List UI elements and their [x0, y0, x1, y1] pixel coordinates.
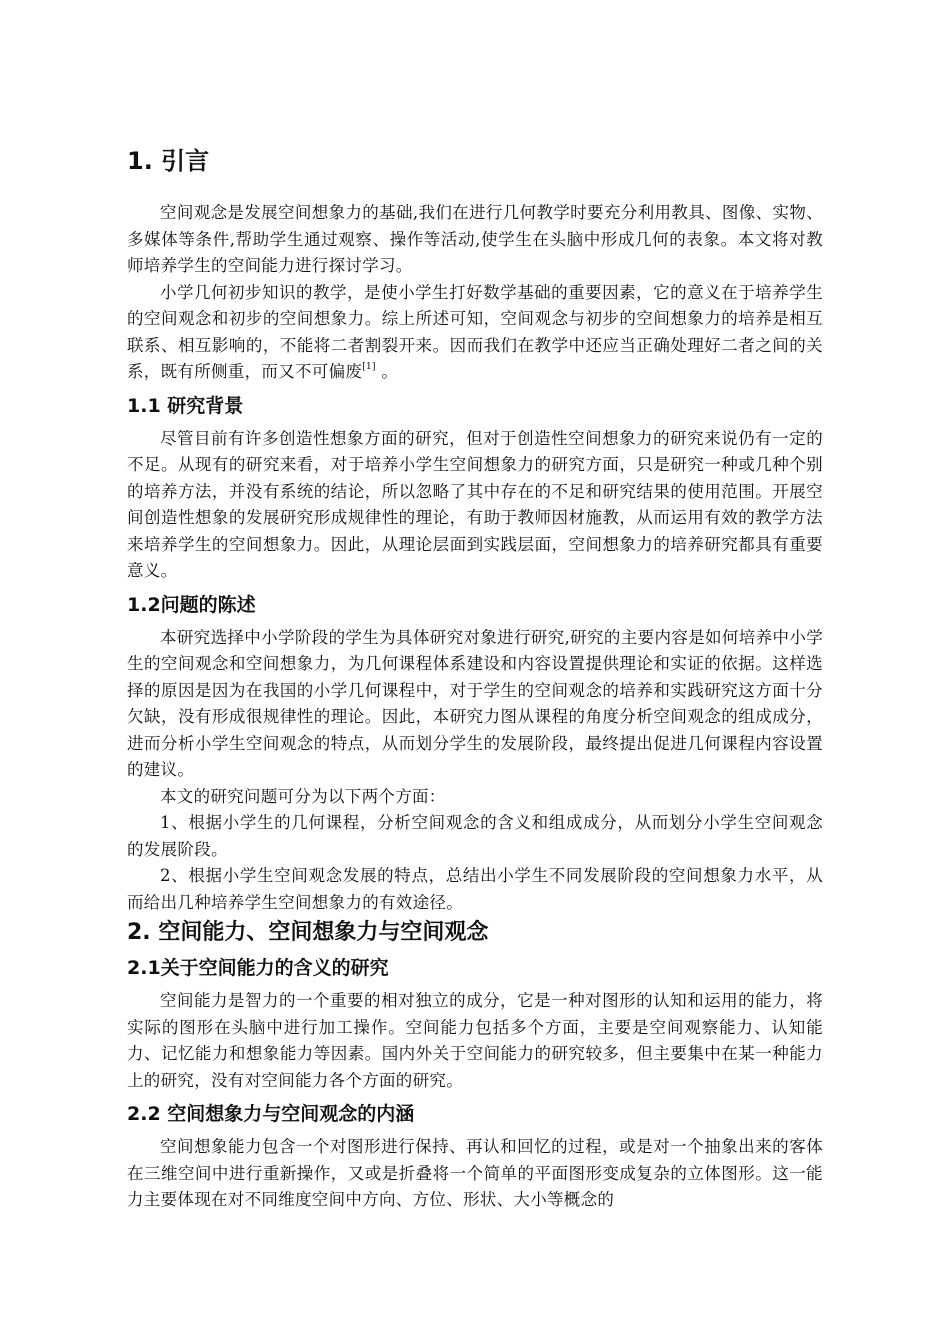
section-heading-connotation: 2.2 空间想象力与空间观念的内涵: [127, 1103, 415, 1125]
section-heading-background: 1.1 研究背景: [127, 394, 244, 417]
problem-paragraph-1: 本研究选择中小学阶段的学生为具体研究对象进行研究,研究的主要内容是如何培养中小学生的空间观念和空间想象力，为几何课程体系建设和内容设置提供理论和实证的依据。这样选择的原因是因为在我国的小学几何课程中，对于学生的空间观念的培养和实践研究这方面十分欠缺，没有形成很规律性的理论。因此，本研究力图从课程的角度分析空间观念的组成成分，进而分析小学生空间观念的特点，从而划分学生的发展阶段，最终提出促进几何课程内容设置的建议。: [127, 627, 823, 779]
section-heading-meaning: 2.1关于空间能力的含义的研究: [127, 957, 389, 979]
section-heading-intro: 1. 引言: [127, 147, 210, 175]
document-page: [127, 145, 823, 1214]
problem-paragraph-4: 2、根据小学生空间观念发展的特点，总结出小学生不同发展阶段的空间想象力水平，从而给出几种培养学生空间想象力的有效途径。: [127, 866, 823, 912]
intro-paragraph-1: 空间观念是发展空间想象力的基础,我们在进行几何教学时要充分利用教具、图像、实物、多媒体等条件,帮助学生通过观察、操作等活动,使学生在头脑中形成几何的表象。本文将对教师培养学生的空间能力进行探讨学习。: [127, 203, 823, 275]
intro-paragraph-2: [127, 280, 823, 386]
meaning-paragraph-1: 空间能力是智力的一个重要的相对独立的成分，它是一种对图形的认知和运用的能力，将实际的图形在头脑中进行加工操作。空间能力包括多个方面，主要是空间观察能力、认知能力、记忆能力和想象能力等因素。国内外关于空间能力的研究较多，但主要集中在某一种能力上的研究，没有对空间能力各个方面的研究。: [127, 991, 823, 1090]
background-paragraph-1: 尽管目前有许多创造性想象方面的研究，但对于创造性空间想象力的研究来说仍有一定的不足。从现有的研究来看，对于培养小学生空间想象力的研究方面，只是研究一种或几种个别的培养方法，并没有系统的结论，所以忽略了其中存在的不足和研究结果的使用范围。开展空间创造性想象的发展研究形成规律性的理论，有助于教师因材施教，从而运用有效的教学方法来培养学生的空间想象力。因此，从理论层面到实践层面，空间想象力的培养研究都具有重要意义。: [127, 428, 823, 580]
chapter-heading-2: 2. 空间能力、空间想象力与空间观念: [127, 920, 489, 945]
intro-paragraph-2-text: 小学几何初步知识的教学，是使小学生打好数学基础的重要因素，它的意义在于培养学生的空间观念和初步的空间想象力。综上所述可知，空间观念与初步的空间想象力的培养是相互联系、相互影响的，不能将二者割裂开来。因而我们在教学中还应当正确处理好二者之间的关系，既有所侧重，而又不可偏废: [127, 282, 823, 381]
citation-ref[interactable]: [1]: [362, 362, 376, 372]
connotation-paragraph-1: 空间想象能力包含一个对图形进行保持、再认和回忆的过程，或是对一个抽象出来的客体在三维空间中进行重新操作，又或是折叠将一个简单的平面图形变成复杂的立体图形。这一能力主要体现在对不同维度空间中方向、方位、形状、大小等概念的: [127, 1137, 823, 1209]
intro-paragraph-2-tail: 。: [375, 362, 399, 381]
section-heading-problem: 1.2问题的陈述: [127, 593, 256, 616]
problem-paragraph-3: 1、根据小学生的几何课程，分析空间观念的含义和组成成分，从而划分小学生空间观念的发展阶段。: [127, 813, 823, 859]
problem-paragraph-2: 本文的研究问题可分为以下两个方面：: [160, 786, 446, 806]
